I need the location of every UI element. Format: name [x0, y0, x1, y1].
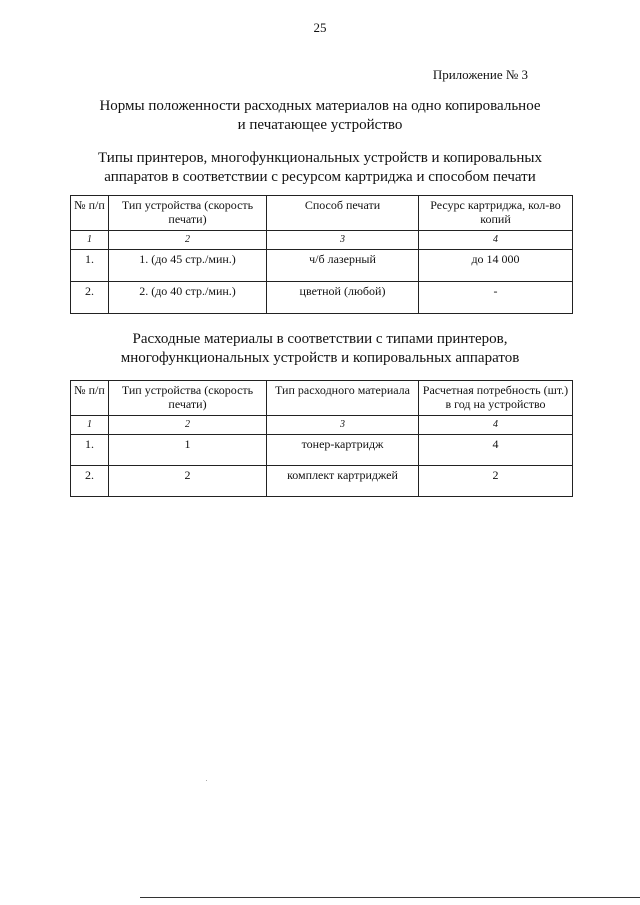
header-cell: Тип устройства (скорость печати): [109, 196, 267, 231]
section1-title: [40, 149, 600, 187]
table-cell: 2.: [71, 466, 109, 497]
header-cell: Тип расходного материала: [267, 381, 419, 416]
table-row: [71, 250, 573, 282]
table-cell: комплект картриджей: [267, 466, 419, 497]
index-cell: 1: [71, 231, 109, 250]
table-cell: 1. (до 45 стр./мин.): [109, 250, 267, 282]
table-cell: 1.: [71, 435, 109, 466]
table-cell: 2. (до 40 стр./мин.): [109, 282, 267, 314]
section2-title-line1: Расходные материалы в соответствии с типами принтеров,: [132, 331, 508, 347]
appendix-label: Приложение № 3: [432, 67, 528, 82]
index-cell: 4: [419, 416, 573, 435]
section2-title-line2: многофункциональных устройств и копировальных аппаратов: [120, 350, 520, 366]
index-cell: 4: [419, 231, 573, 250]
main-title-line1: Нормы положенности расходных материалов на одно копировальное: [99, 98, 541, 114]
main-title-line2: и печатающее устройство: [237, 117, 403, 133]
footer-rule: [140, 897, 640, 898]
main-title: [40, 97, 600, 135]
table-cell: 2: [419, 466, 573, 497]
consumables-table: [70, 380, 573, 497]
index-cell: 3: [267, 231, 419, 250]
table-cell: 2.: [71, 282, 109, 314]
section1-title-line2: аппаратов в соответствии с ресурсом картриджа и способом печати: [104, 169, 536, 185]
table-cell: ч/б лазерный: [267, 250, 419, 282]
table-row: [71, 282, 573, 314]
section1-title-line1: Типы принтеров, многофункциональных устройств и копировальных: [98, 150, 542, 166]
header-cell: Расчетная потребность (шт.) в год на устройство: [419, 381, 573, 416]
printer-types-table: [70, 195, 573, 314]
table-cell: 1.: [71, 250, 109, 282]
table-cell: 4: [419, 435, 573, 466]
table-cell: тонер-картридж: [267, 435, 419, 466]
column-index-row: [71, 416, 573, 435]
table-header-row: [71, 381, 573, 416]
table-cell: 2: [109, 466, 267, 497]
column-index-row: [71, 231, 573, 250]
table-row: [71, 466, 573, 497]
table-header-row: [71, 196, 573, 231]
scan-speck: [206, 780, 207, 781]
header-cell: № п/п: [71, 196, 109, 231]
header-cell: Ресурс картриджа, кол-во копий: [419, 196, 573, 231]
index-cell: 3: [267, 416, 419, 435]
table-cell: 1: [109, 435, 267, 466]
header-cell: № п/п: [71, 381, 109, 416]
table-row: [71, 435, 573, 466]
header-cell: Тип устройства (скорость печати): [109, 381, 267, 416]
table-cell: до 14 000: [419, 250, 573, 282]
table-cell: -: [419, 282, 573, 314]
index-cell: 1: [71, 416, 109, 435]
index-cell: 2: [109, 231, 267, 250]
header-cell: Способ печати: [267, 196, 419, 231]
section2-title: [40, 330, 600, 368]
table-cell: цветной (любой): [267, 282, 419, 314]
page-number: 25: [313, 20, 327, 35]
index-cell: 2: [109, 416, 267, 435]
